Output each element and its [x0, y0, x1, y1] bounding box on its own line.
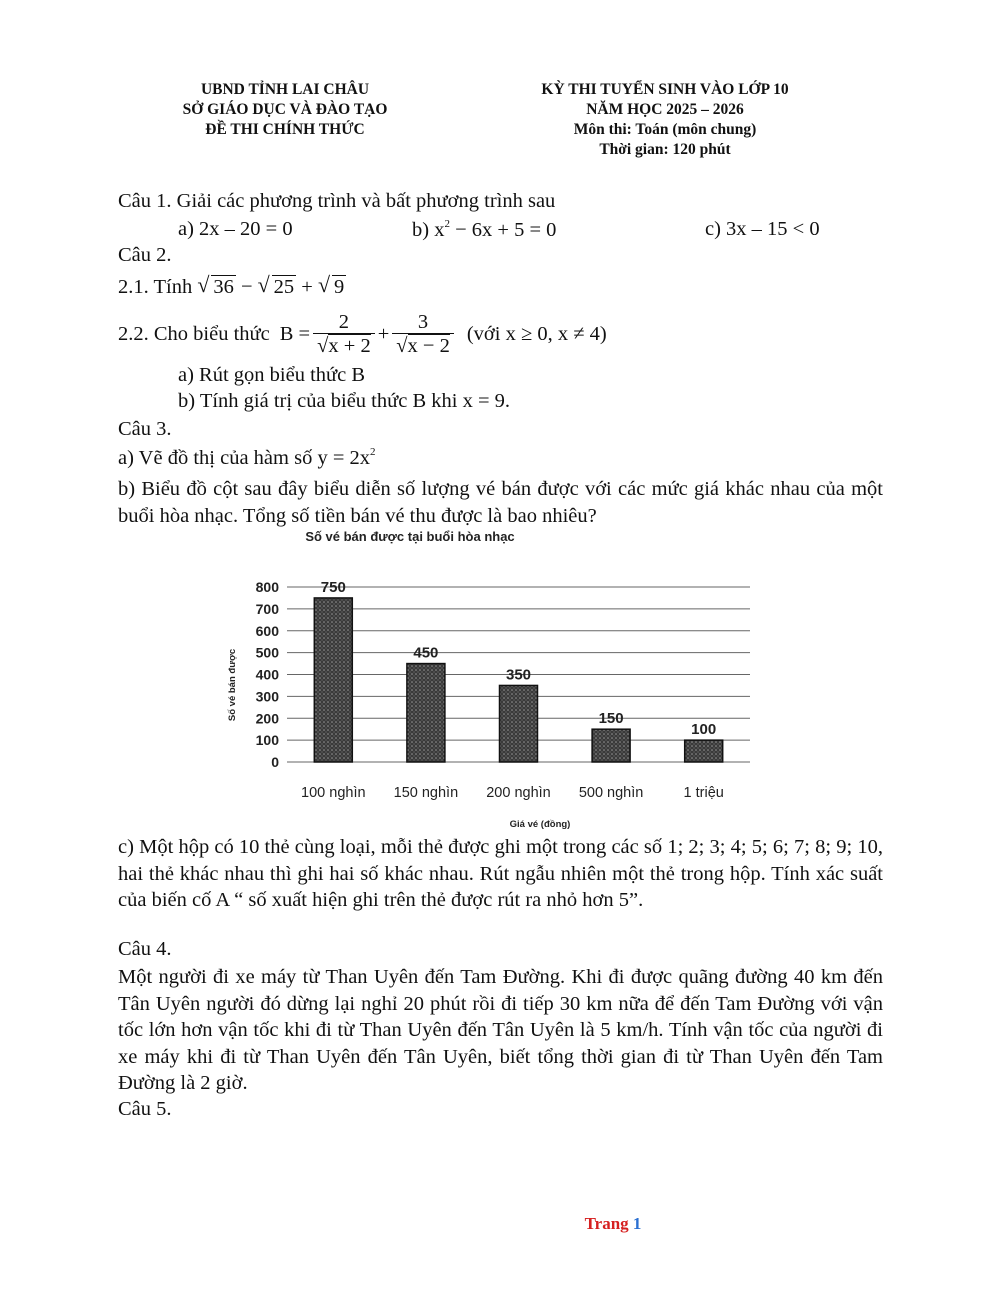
q3-a [118, 446, 376, 470]
y-tick-label: 300 [255, 688, 279, 705]
header-province: UBND TỈNH LAI CHÂU [200, 81, 370, 98]
header-department: SỞ GIÁO DỤC VÀ ĐÀO TẠO [182, 101, 388, 118]
y-tick-label: 600 [255, 622, 279, 639]
footer-page-number: 1 [632, 1214, 642, 1233]
bar-1 [407, 664, 445, 762]
header-subject: Môn thi: Toán (môn chung) [573, 121, 757, 138]
q1-b-label: b) [412, 219, 430, 241]
q1-title: Câu 1. Giải các phương trình và bất phương trình sau [118, 190, 556, 212]
x-tick-label: 1 triệu [683, 785, 724, 801]
q5-title: Câu 5. [118, 1098, 172, 1120]
bar-0 [314, 598, 352, 762]
q2-part2 [118, 306, 607, 362]
bar-value-label: 350 [505, 666, 532, 684]
q2-title: Câu 2. [118, 244, 172, 266]
header-exam: KỲ THI TUYỂN SINH VÀO LỚP 10 [541, 81, 789, 98]
x-tick-label: 200 nghìn [486, 785, 551, 801]
page-footer [0, 1214, 1000, 1234]
expr-B: B = [279, 322, 311, 345]
q3-a-exp: 2 [370, 446, 376, 458]
y-tick-label: 200 [255, 710, 279, 727]
chart-x-ticks [301, 785, 724, 801]
q2-a: a) Rút gọn biểu thức B [178, 364, 366, 386]
q3-a-text: a) Vẽ đồ thị của hàm số y = 2x [118, 447, 371, 469]
ticket-sales-chart [215, 525, 775, 835]
fraction-1 [313, 311, 375, 358]
chart-ylabel: Số vé bán được [227, 648, 238, 722]
q2-b: b) Tính giá trị của biểu thức B khi x = 9. [178, 390, 511, 412]
y-tick-label: 100 [255, 732, 279, 749]
q4-title: Câu 4. [118, 938, 172, 960]
header-official: ĐỀ THI CHÍNH THỨC [205, 121, 365, 138]
y-tick-label: 500 [255, 644, 279, 661]
y-tick-label: 400 [255, 666, 279, 683]
sqrt-25: √ 25 [257, 272, 295, 298]
q2-part1-label: 2.1. Tính [118, 276, 193, 298]
footer-word: Trang [584, 1214, 629, 1233]
header-right [505, 80, 825, 160]
fraction-1-num: 2 [338, 310, 350, 333]
fraction-2-num: 3 [417, 310, 429, 333]
q3-title: Câu 3. [118, 418, 172, 440]
plus-sign: + [296, 276, 318, 298]
q1-b-rest: − 6x + 5 = 0 [449, 219, 557, 241]
bar-2 [500, 685, 538, 762]
plus-sign-2: + [377, 322, 390, 345]
fraction-2 [392, 311, 454, 358]
fraction-2-den: √x − 2 [392, 333, 454, 358]
bar-value-label: 150 [598, 710, 624, 728]
bar-value-label: 750 [320, 578, 346, 596]
q1-b-x: x [434, 219, 445, 241]
fraction-1-den: √x + 2 [313, 333, 375, 358]
chart-title: Số vé bán được tại buổi hòa nhạc [305, 529, 515, 544]
q1-a: a) 2x – 20 = 0 [178, 218, 293, 240]
minus-sign: − [235, 276, 258, 298]
q2-condition: (với x ≥ 0, x ≠ 4) [466, 322, 607, 345]
q3-b: b) Biểu đồ cột sau đây biểu diễn số lượng vé bán được với các mức giá khác nhau của một buổi hòa nhạc. Tổng số tiền bán vé thu được là bao nhiêu? [118, 478, 883, 527]
bar-3 [592, 729, 630, 762]
chart-bars [314, 579, 722, 762]
bar-value-label: 100 [691, 721, 717, 739]
q1-b [412, 218, 556, 242]
y-tick-label: 0 [271, 754, 279, 770]
q2-part2-label: 2.2. Cho biểu thức [118, 322, 270, 345]
q1-c: c) 3x – 15 < 0 [705, 218, 820, 240]
x-tick-label: 150 nghìn [393, 785, 459, 801]
chart-xlabel: Giá vé (đồng) [509, 819, 571, 830]
y-tick-label: 800 [255, 579, 279, 595]
q4-text: Một người đi xe máy từ Than Uyên đến Tam Đường. Khi đi được quãng đường 40 km đến Tân Uyên người đó dừng lại nghỉ 20 phút rồi đi tiếp 30 km nữa để đến Tam Đường với vận tốc lớn hơn vận tốc khi đi từ Than Uyên đến Tân Uyên là 5 km/h. Tính vận tốc của người đi xe máy khi đi từ Than Uyên đến Tân Uyên, biết tổng thời gian đi từ Than Uyên đến Tam Đường là 2 giờ. [118, 966, 883, 1094]
x-tick-label: 500 nghìn [578, 785, 644, 801]
q2-part1 [118, 272, 346, 299]
y-tick-label: 700 [255, 600, 279, 617]
sqrt-9: √ 9 [317, 272, 345, 298]
header-left [135, 80, 435, 140]
bar-4 [685, 740, 723, 762]
q3-c: c) Một hộp có 10 thẻ cùng loại, mỗi thẻ được ghi một trong các số 1; 2; 3; 4; 5; 6; 7; 8; 9; 10, hai thẻ khác nhau thì ghi hai số khác nhau. Rút ngẫu nhiên một thẻ trong hộp. Tính xác suất của biến cố A “ số xuất hiện ghi trên thẻ được rút ra nhỏ hơn 5”. [118, 836, 883, 911]
sqrt-36: √ 36 [197, 272, 234, 298]
chart-y-ticks [256, 579, 280, 770]
x-tick-label: 100 nghìn [301, 785, 366, 801]
bar-value-label: 450 [413, 644, 439, 662]
header-time: Thời gian: 120 phút [599, 141, 731, 158]
header-year: NĂM HỌC 2025 – 2026 [586, 101, 744, 118]
q1-b-exp: 2 [444, 218, 450, 230]
